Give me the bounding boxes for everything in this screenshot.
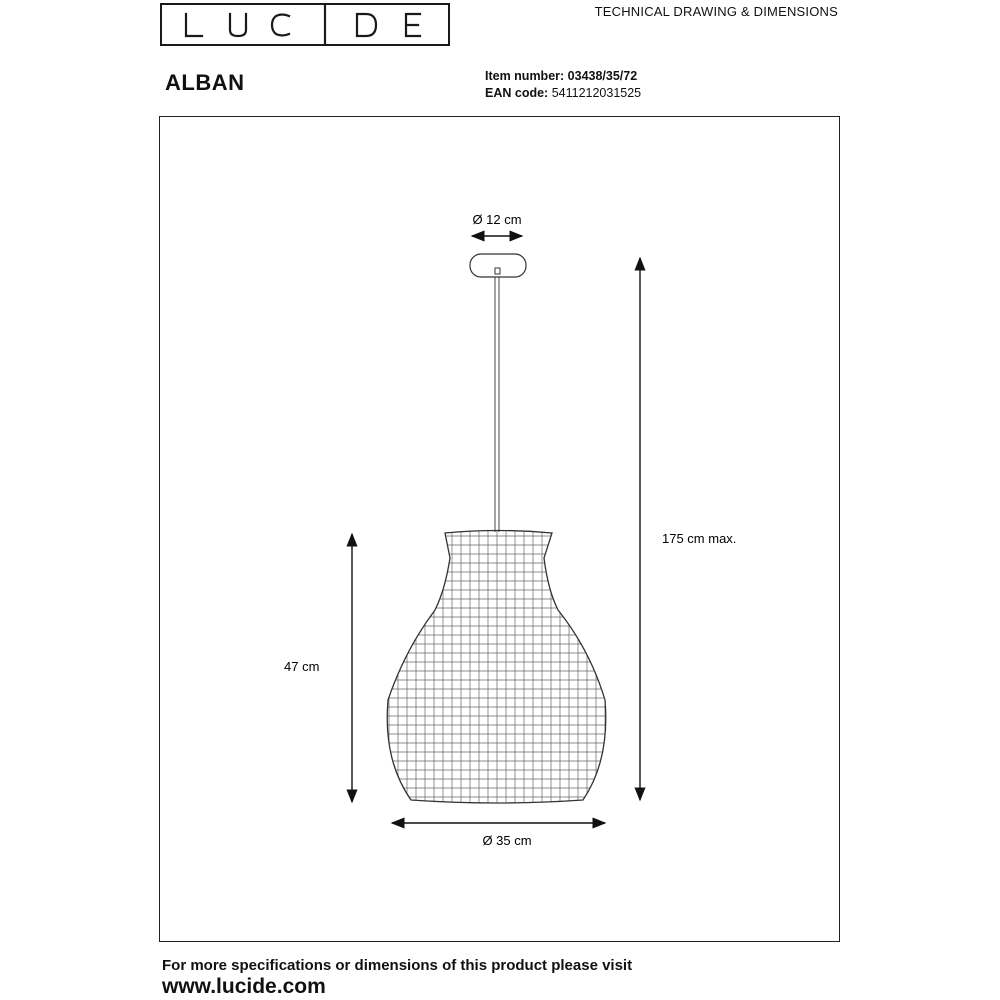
ean-label: EAN code:	[485, 86, 549, 100]
footer-url[interactable]: www.lucide.com	[162, 975, 326, 998]
item-number-label: Item number:	[485, 69, 565, 83]
shade-grid	[380, 525, 615, 810]
product-name: ALBAN	[165, 70, 245, 95]
canopy-clamp	[495, 268, 500, 274]
total-height-label: 175 cm max.	[662, 531, 737, 546]
shade-diameter-label: Ø 35 cm	[482, 833, 532, 848]
shade-height-label: 47 cm	[284, 659, 320, 674]
ean-value: 5411212031525	[551, 86, 642, 100]
shade-outline	[387, 531, 606, 804]
canopy-diameter-label: Ø 12 cm	[472, 212, 522, 227]
footer-note: For more specifications or dimensions of this product please visit	[162, 957, 633, 974]
document-type: TECHNICAL DRAWING & DIMENSIONS	[594, 4, 838, 19]
item-number-value: 03438/35/72	[567, 69, 638, 83]
